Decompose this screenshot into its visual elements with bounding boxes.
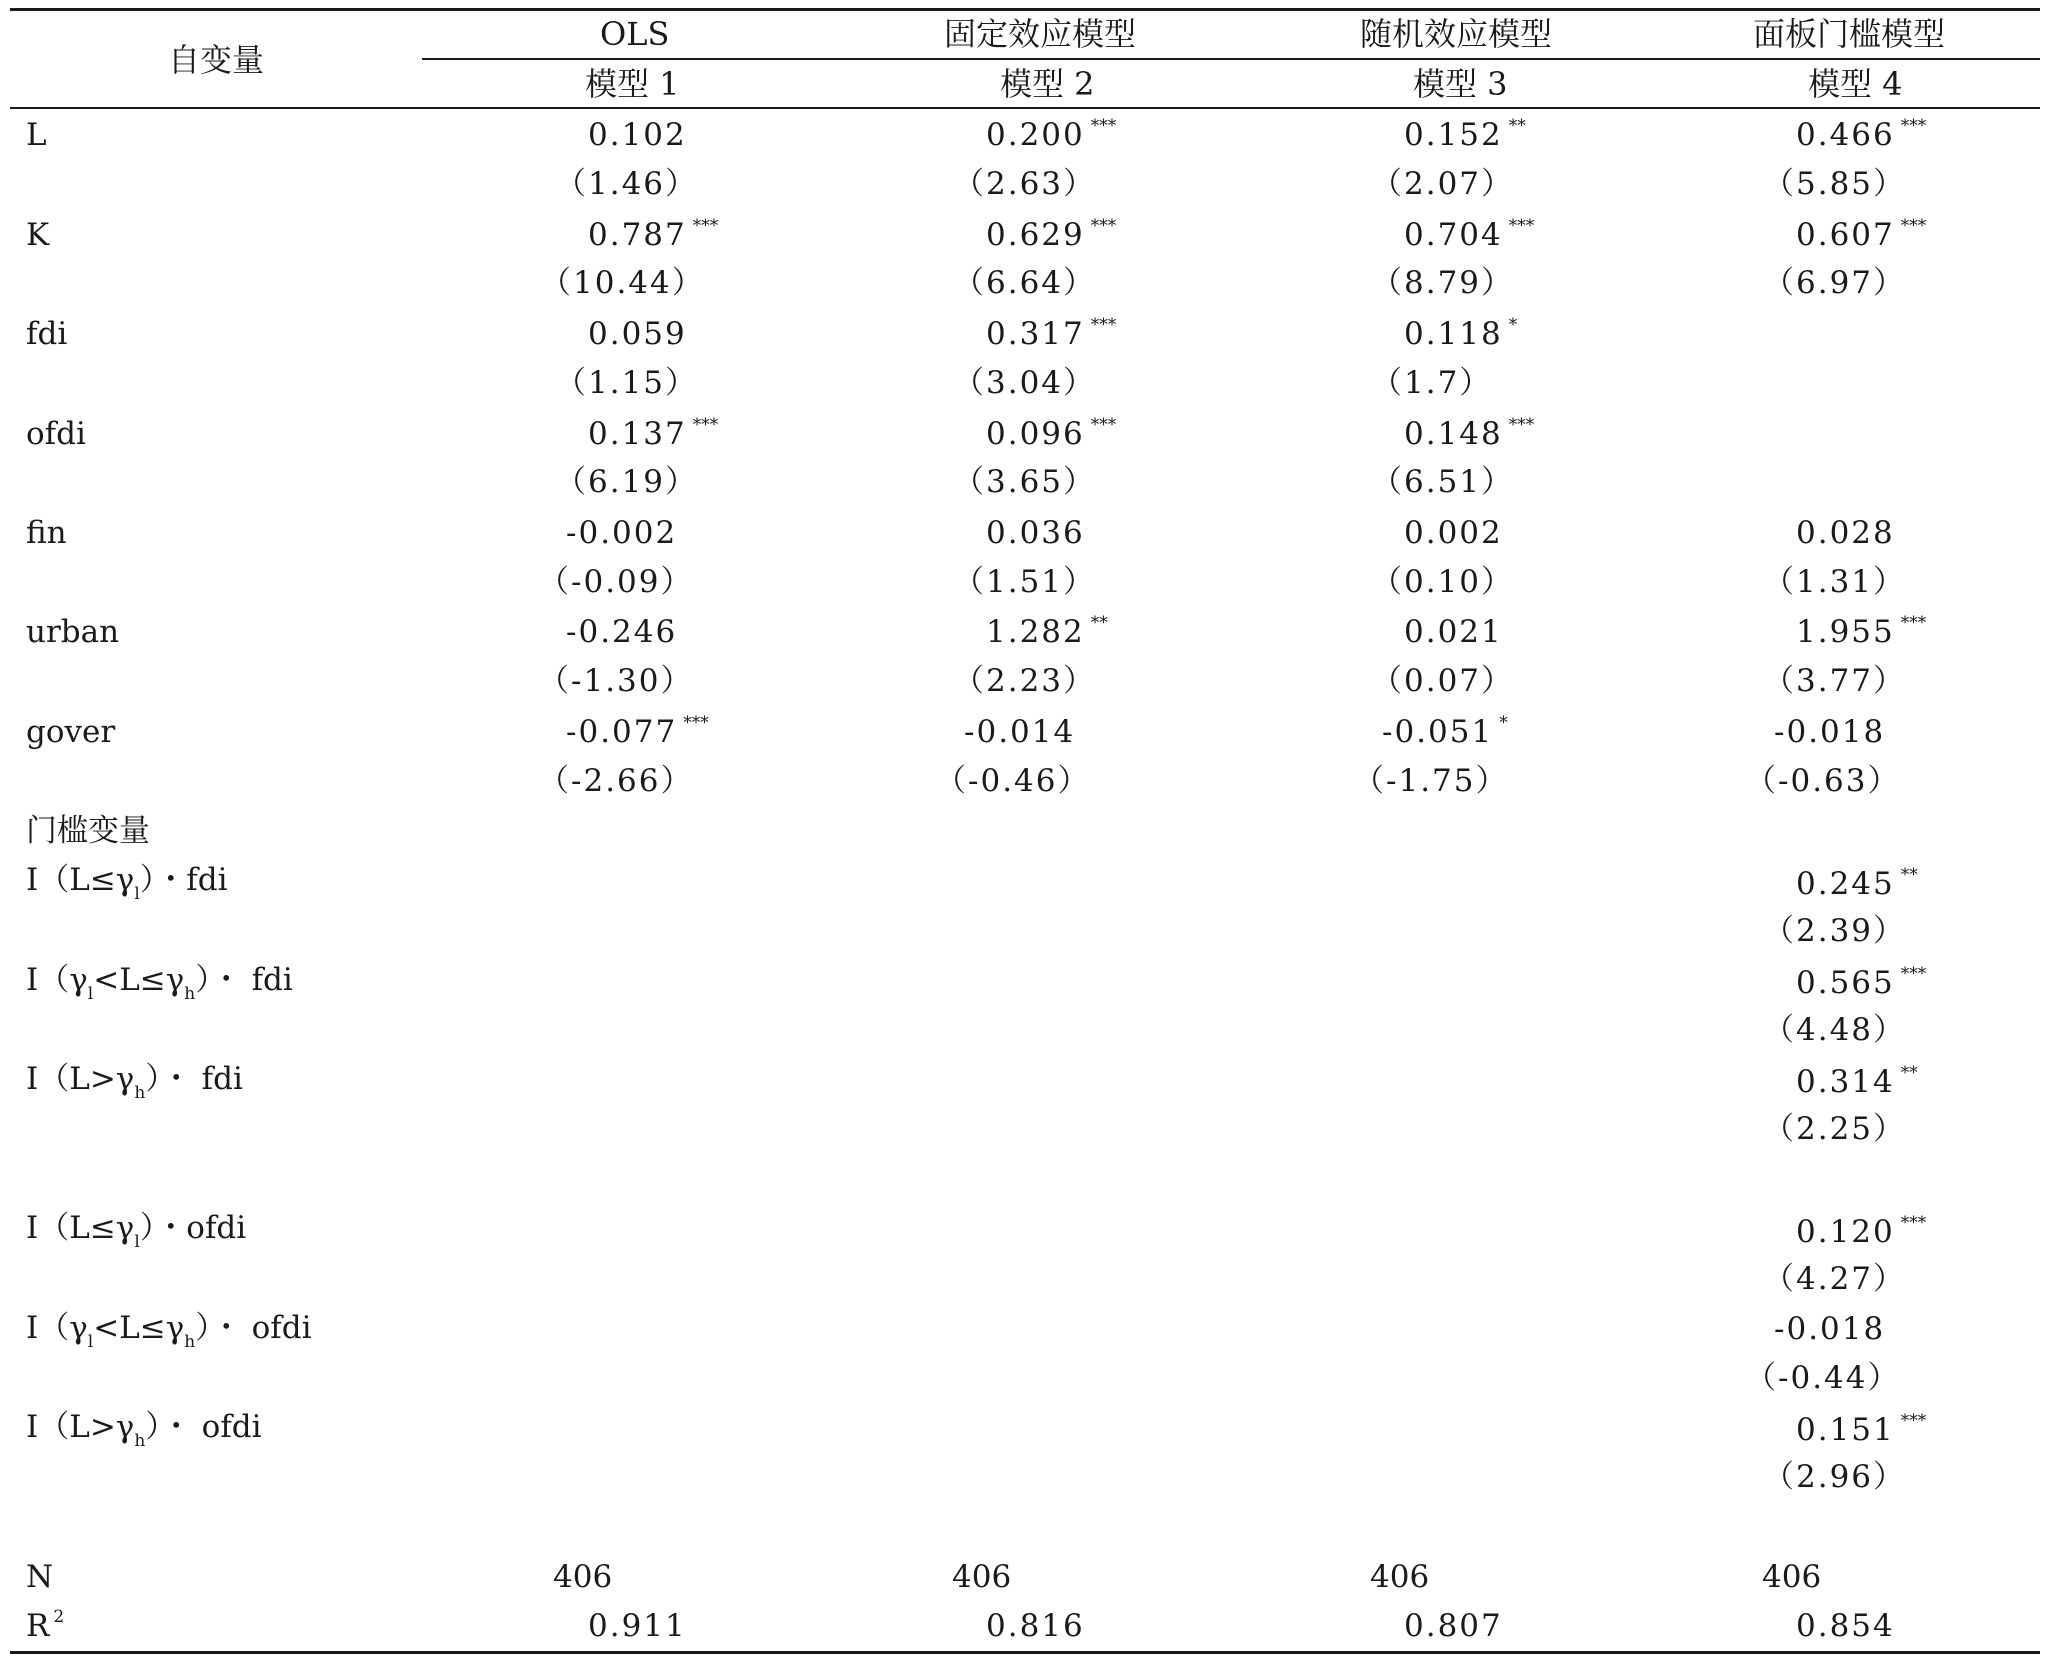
t-stat: （1.7） xyxy=(1371,365,1493,401)
coef: -0.014 xyxy=(964,714,1076,750)
t-stat: （3.65） xyxy=(953,464,1097,500)
t-stat: （6.97） xyxy=(1763,265,1907,301)
group-underline xyxy=(422,58,2040,60)
model-header-3: 模型 3 xyxy=(1413,65,1508,103)
model-header-4: 模型 4 xyxy=(1808,65,1903,103)
group-header-threshold: 面板门槛模型 xyxy=(1753,15,1946,53)
t-stat: （2.07） xyxy=(1371,166,1515,202)
model-header-1: 模型 1 xyxy=(585,65,680,103)
threshold-label: $I(L>\gamma_h)$・ ofdi xyxy=(26,1409,262,1451)
coef: 0.096 *** xyxy=(986,415,1117,452)
coef: -0.018 xyxy=(1774,1311,1886,1347)
t-stat: （0.10） xyxy=(1371,564,1515,600)
coef: 0.059 xyxy=(588,316,687,352)
threshold-label: $I(\gamma_l<L\le\gamma_h)$・ ofdi xyxy=(26,1310,312,1352)
coef: 0.565 *** xyxy=(1796,964,1927,1001)
t-stat: （1.46） xyxy=(555,166,699,202)
coef: 0.466 *** xyxy=(1796,116,1927,153)
row-label-gover: gover xyxy=(26,714,116,750)
coef: -0.246 xyxy=(566,614,678,650)
n-label: N xyxy=(26,1559,54,1595)
coef: 0.629 *** xyxy=(986,216,1117,253)
t-stat: （1.15） xyxy=(555,365,699,401)
t-stat: （2.25） xyxy=(1763,1111,1907,1147)
row-label-fin: fin xyxy=(26,515,67,551)
t-stat: （2.39） xyxy=(1763,913,1907,949)
r2-value: 0.816 xyxy=(986,1608,1085,1644)
coef: 0.036 xyxy=(986,515,1085,551)
coef: 0.021 xyxy=(1404,614,1503,650)
n-value: 406 xyxy=(553,1559,613,1595)
coef: 0.118 * xyxy=(1404,315,1518,352)
t-stat: （4.27） xyxy=(1763,1261,1907,1297)
coef: 0.787 *** xyxy=(588,216,719,253)
threshold-section-title: 门槛变量 xyxy=(26,813,150,849)
t-stat: （1.51） xyxy=(953,564,1097,600)
group-header-ols: OLS xyxy=(600,15,670,53)
coef: 0.137 *** xyxy=(588,415,719,452)
t-stat: （2.96） xyxy=(1763,1459,1907,1495)
bottom-rule xyxy=(10,1651,2040,1654)
t-stat: （8.79） xyxy=(1371,265,1515,301)
t-stat: （5.85） xyxy=(1763,166,1907,202)
row-label-L: L xyxy=(26,117,47,153)
t-stat: （6.51） xyxy=(1371,464,1515,500)
t-stat: （3.77） xyxy=(1763,663,1907,699)
r2-value: 0.854 xyxy=(1796,1608,1895,1644)
coef: -0.018 xyxy=(1774,714,1886,750)
threshold-label: $I(\gamma_l<L\le\gamma_h)$・ fdi xyxy=(26,962,293,1004)
n-value: 406 xyxy=(1370,1559,1430,1595)
row-label-K: K xyxy=(26,217,50,253)
coef: 0.704 *** xyxy=(1404,216,1535,253)
group-header-fe: 固定效应模型 xyxy=(944,15,1137,53)
r2-value: 0.807 xyxy=(1404,1608,1503,1644)
row-label-ofdi: ofdi xyxy=(26,416,86,452)
coef: 0.152 ** xyxy=(1404,116,1526,153)
t-stat: （6.64） xyxy=(953,265,1097,301)
t-stat: （-0.44） xyxy=(1745,1360,1901,1396)
coef: -0.002 xyxy=(566,515,678,551)
t-stat: （-1.30） xyxy=(538,663,694,699)
coef: 0.200 *** xyxy=(986,116,1117,153)
row-label-urban: urban xyxy=(26,614,120,650)
t-stat: （6.19） xyxy=(555,464,699,500)
t-stat: （-0.63） xyxy=(1745,763,1901,799)
coef: 1.282 ** xyxy=(986,613,1108,650)
threshold-label: $I(L\le\gamma_l)$・ofdi xyxy=(26,1210,247,1252)
coef: 0.002 xyxy=(1404,515,1503,551)
n-value: 406 xyxy=(1762,1559,1822,1595)
r2-label: R $^2$ xyxy=(26,1607,65,1644)
t-stat: （1.31） xyxy=(1763,564,1907,600)
t-stat: （3.04） xyxy=(953,365,1097,401)
coef: 0.028 xyxy=(1796,515,1895,551)
coef: -0.077 *** xyxy=(566,713,709,750)
coef: 0.607 *** xyxy=(1796,216,1927,253)
row-label-fdi: fdi xyxy=(26,316,68,352)
t-stat: （-1.75） xyxy=(1353,763,1509,799)
stub-header: 自变量 xyxy=(168,41,265,79)
t-stat: （4.48） xyxy=(1763,1012,1907,1048)
model-header-2: 模型 2 xyxy=(1000,65,1095,103)
coef: 0.314 ** xyxy=(1796,1063,1918,1100)
coef: -0.051 * xyxy=(1382,713,1508,750)
coef: 1.955 *** xyxy=(1796,613,1927,650)
t-stat: （-0.46） xyxy=(935,763,1091,799)
coef: 0.148 *** xyxy=(1404,415,1535,452)
coef: 0.102 xyxy=(588,117,687,153)
coef: 0.317 *** xyxy=(986,315,1117,352)
threshold-label: $I(L\le\gamma_l)$・fdi xyxy=(26,862,228,904)
t-stat: （-0.09） xyxy=(538,564,694,600)
t-stat: （0.07） xyxy=(1371,663,1515,699)
n-value: 406 xyxy=(952,1559,1012,1595)
coef: 0.151 *** xyxy=(1796,1411,1927,1448)
t-stat: （10.44） xyxy=(540,265,705,301)
group-header-re: 随机效应模型 xyxy=(1360,15,1553,53)
threshold-label: $I(L>\gamma_h)$・ fdi xyxy=(26,1061,243,1103)
t-stat: （2.63） xyxy=(953,166,1097,202)
coef: 0.120 *** xyxy=(1796,1213,1927,1250)
top-rule xyxy=(10,8,2040,11)
t-stat: （-2.66） xyxy=(538,763,694,799)
coef: 0.245 ** xyxy=(1796,865,1918,902)
r2-value: 0.911 xyxy=(588,1608,687,1644)
t-stat: （2.23） xyxy=(953,663,1097,699)
header-bottom-rule xyxy=(10,107,2040,109)
